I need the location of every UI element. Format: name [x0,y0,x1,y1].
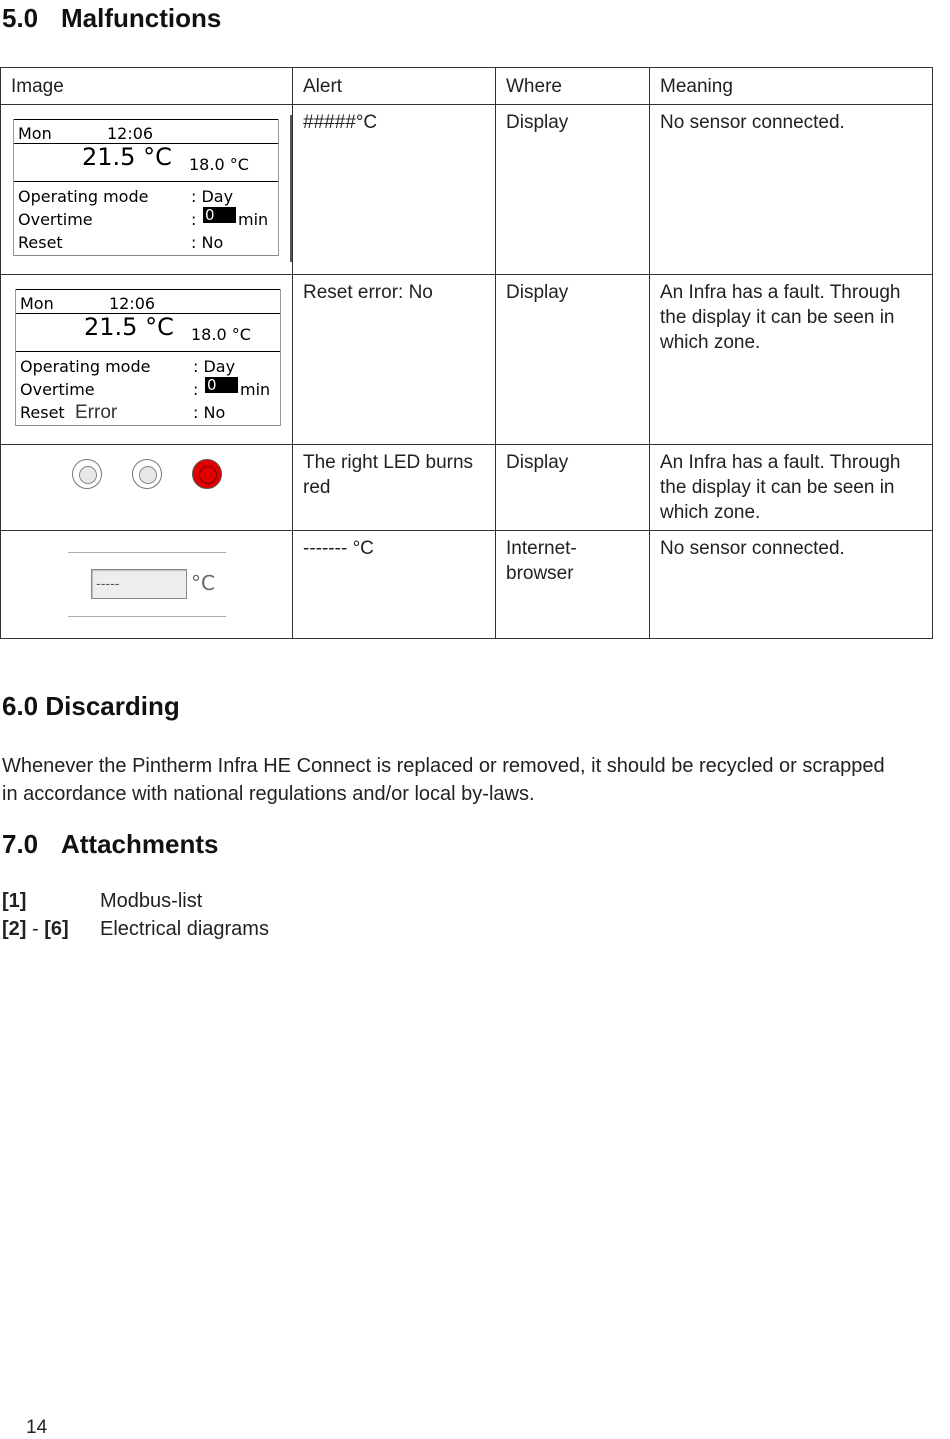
led-right-red [192,459,222,489]
lcd-reset-error: Error [75,402,118,423]
lcd-reset-label: Reset [18,233,63,252]
malfunctions-table [0,67,933,639]
lcd-setpoint: 18.0 °C [191,325,251,344]
attachment-ref-2-start: [2] [2,918,27,940]
row1-alert: #####°C [293,105,496,275]
lcd-overtime-label: Overtime [20,380,95,399]
lcd-image-cell [1,275,293,445]
lcd-overtime-label: Overtime [18,210,93,229]
section-5-title: Malfunctions [61,3,222,33]
lcd-display-reset-error [15,289,281,426]
lcd-time: 12:06 [109,294,156,313]
lcd-mode-label: Operating mode [18,187,149,206]
discarding-paragraph: Whenever the Pintherm Infra HE Connect is replaced or removed, it should be recycled or scrapped in accordance with national regulations and/or local by-laws. [2,755,885,805]
attachment-ref-2-end: [6] [44,918,69,940]
section-6-title: Discarding [45,691,180,721]
attachment-ref-2 [2,918,69,941]
lcd-mode-label: Operating mode [20,357,151,376]
browser-temp-field: ----- [91,569,187,599]
table-row [1,275,933,445]
lcd-temperature: 21.5 °C [84,313,174,341]
section-7-heading [2,829,218,860]
lcd-image-cell [1,105,293,275]
header-image: Image [1,68,293,105]
lcd-overtime-value: 0 [203,207,236,223]
attachment-ref-1: [1] [2,890,27,912]
section-5-number: 5.0 [2,3,39,33]
header-alert: Alert [293,68,496,105]
lcd-reset-value: : No [193,403,226,422]
lcd-overtime-unit: min [240,380,271,399]
lcd-overtime-unit: min [238,210,269,229]
row3-where: Display [496,445,650,531]
row4-alert: ------- °C [293,531,496,639]
section-5-heading [2,3,221,34]
lcd-time: 12:06 [107,124,154,143]
table-row [1,445,933,531]
attachment-desc-1: Modbus-list [100,890,203,912]
row2-alert: Reset error: No [293,275,496,445]
section-6-heading [2,691,180,722]
lcd-reset-value: : No [191,233,224,252]
row2-where: Display [496,275,650,445]
lcd-reset-label: Reset [20,403,65,422]
lcd-day: Mon [18,124,52,143]
table-header-row [1,68,933,105]
lcd-display-no-sensor [13,119,279,256]
led-left-off [72,459,102,489]
table-row [1,531,933,639]
lcd-mode-value: : Day [191,187,234,206]
browser-temp-unit: °C [191,571,215,595]
section-7-title: Attachments [61,829,219,859]
row1-meaning: No sensor connected. [650,105,933,275]
row3-meaning: An Infra has a fault. Through the display it can be seen in which zone. [650,445,933,531]
lcd-overtime-value: 0 [205,377,238,393]
lcd-setpoint: 18.0 °C [189,155,249,174]
lcd-temperature: 21.5 °C [82,143,172,171]
section-6-number: 6.0 [2,691,39,721]
header-where: Where [496,68,650,105]
attachment-ref-2-sep: - [26,918,45,940]
attachment-desc-2: Electrical diagrams [100,918,269,940]
led-middle-off [132,459,162,489]
header-meaning: Meaning [650,68,933,105]
lcd-overtime-colon: : [193,380,199,399]
section-7-number: 7.0 [2,829,39,859]
lcd-overtime-colon: : [191,210,197,229]
led-image-cell [1,445,293,531]
page-number: 14 [26,1417,48,1438]
row1-where: Display [496,105,650,275]
row4-where: Internet-browser [496,531,650,639]
lcd-day: Mon [20,294,54,313]
row4-meaning: No sensor connected. [650,531,933,639]
browser-image-cell [1,531,293,639]
row2-meaning: An Infra has a fault. Through the display it can be seen in which zone. [650,275,933,445]
table-row [1,105,933,275]
lcd-mode-value: : Day [193,357,236,376]
row3-alert: The right LED burns red [293,445,496,531]
